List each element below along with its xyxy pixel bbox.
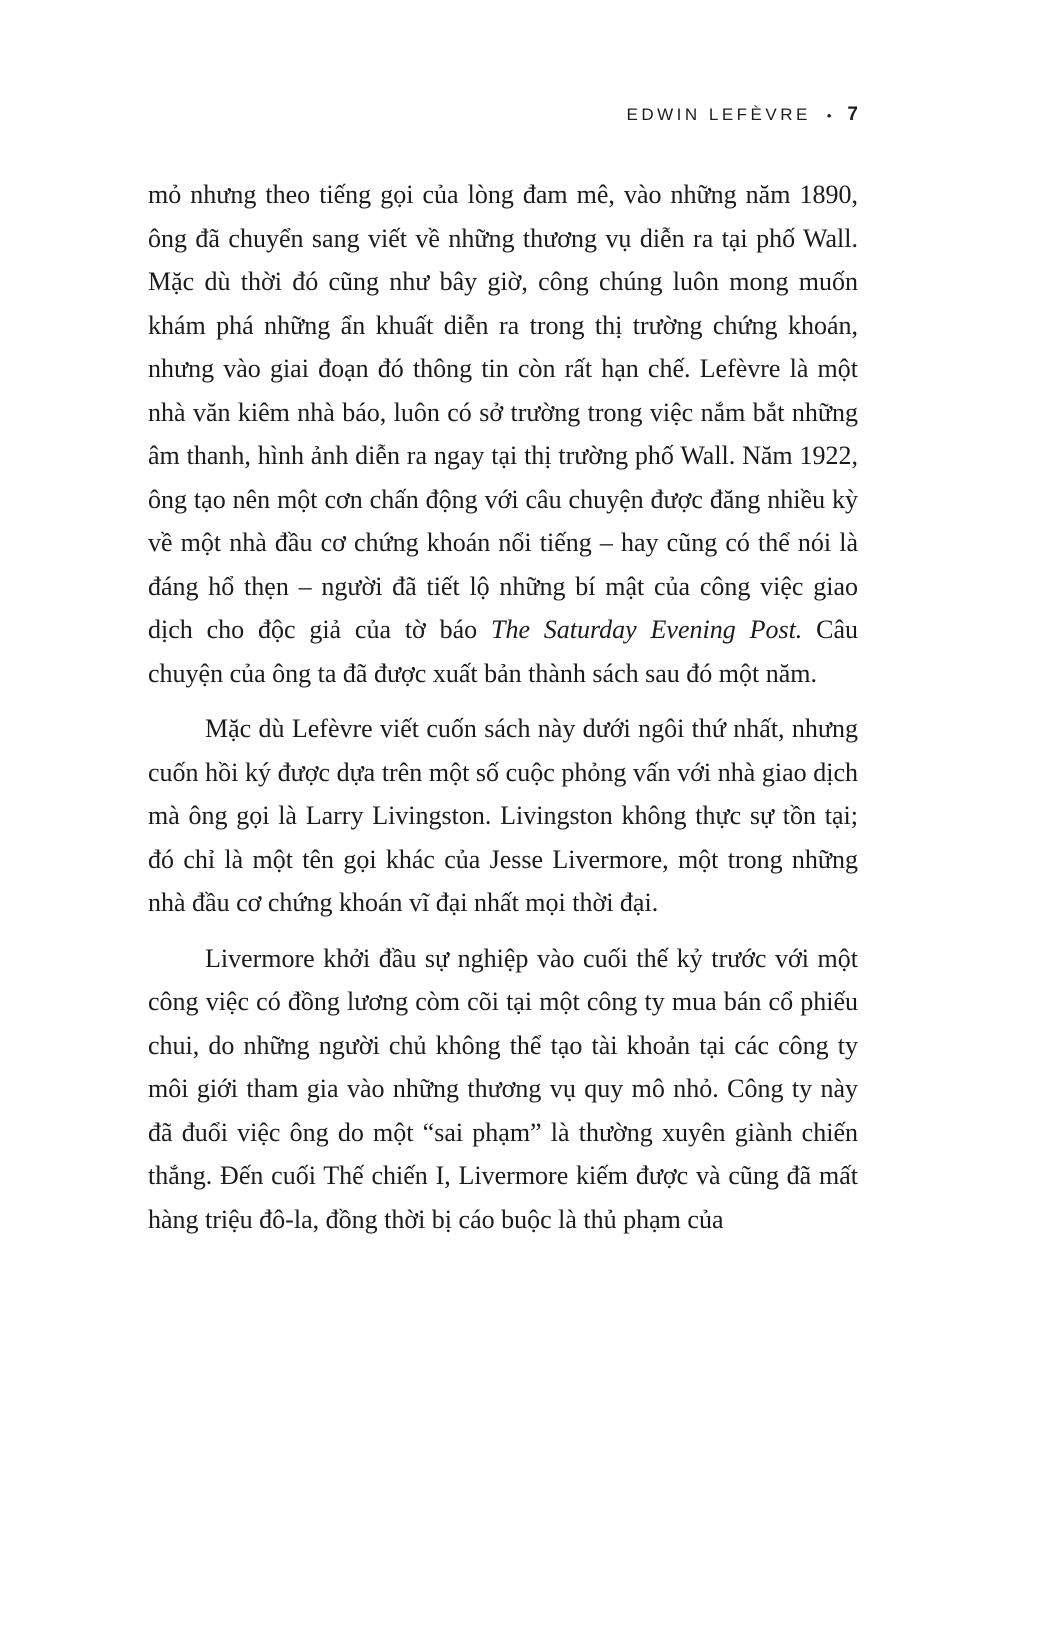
paragraph-3: Livermore khởi đầu sự nghiệp vào cuối thế kỷ trước với một công việc có đồng lương còm cõi tại một công ty mua bán cổ phiếu chui, do những người chủ không thể tạo tài khoản tại các công ty môi giới tham gia vào những thương vụ quy mô nhỏ. Công ty này đã đuổi việc ông do một “sai phạm” là thường xuyên giành chiến thắng. Đến cuối Thế chiến I, Livermore kiếm được và cũng đã mất hàng triệu đô-la, đồng thời bị cáo buộc là thủ phạm của — [148, 943, 858, 1234]
author-name: EDWIN LEFÈVRE — [626, 105, 811, 124]
paragraph-2: Mặc dù Lefèvre viết cuốn sách này dưới ngôi thứ nhất, nhưng cuốn hồi ký được dựa trên một số cuộc phỏng vấn với nhà giao dịch mà ông gọi là Larry Livingston. Livingston không thực sự tồn tại; đó chỉ là một tên gọi khác của Jesse Livermore, một trong những nhà đầu cơ chứng khoán vĩ đại nhất mọi thời đại. — [148, 714, 858, 917]
publication-title-italic: The Saturday Evening Post. — [490, 615, 803, 644]
page-number: 7 — [847, 104, 858, 125]
paragraph-1 — [148, 173, 858, 695]
separator-dot-icon: • — [826, 108, 832, 123]
page-body — [148, 173, 858, 1241]
running-header — [148, 103, 858, 127]
paragraph-1-continuation: Câu chuyện của ông ta đã được xuất bản thành sách sau đó một năm. — [148, 615, 859, 688]
paragraph-1-text: mỏ nhưng theo tiếng gọi của lòng đam mê, vào những năm 1890, ông đã chuyển sang viết về những thương vụ diễn ra tại phố Wall. Mặc dù thời đó cũng như bây giờ, công chúng luôn mong muốn khám phá những ẩn khuất diễn ra trong thị trường chứng khoán, nhưng vào giai đoạn đó thông tin còn rất hạn chế. Lefèvre là một nhà văn kiêm nhà báo, luôn có sở trường trong việc nắm bắt những âm thanh, hình ảnh diễn ra ngay tại thị trường phố Wall. Năm 1922, ông tạo nên một cơn chấn động với câu chuyện được đăng nhiều kỳ về một nhà đầu cơ chứng khoán nổi tiếng – hay cũng có thể nói là đáng hổ thẹn – người đã tiết lộ những bí mật của công việc giao dịch cho độc giả của tờ báo — [148, 180, 858, 644]
book-page — [148, 103, 858, 1253]
